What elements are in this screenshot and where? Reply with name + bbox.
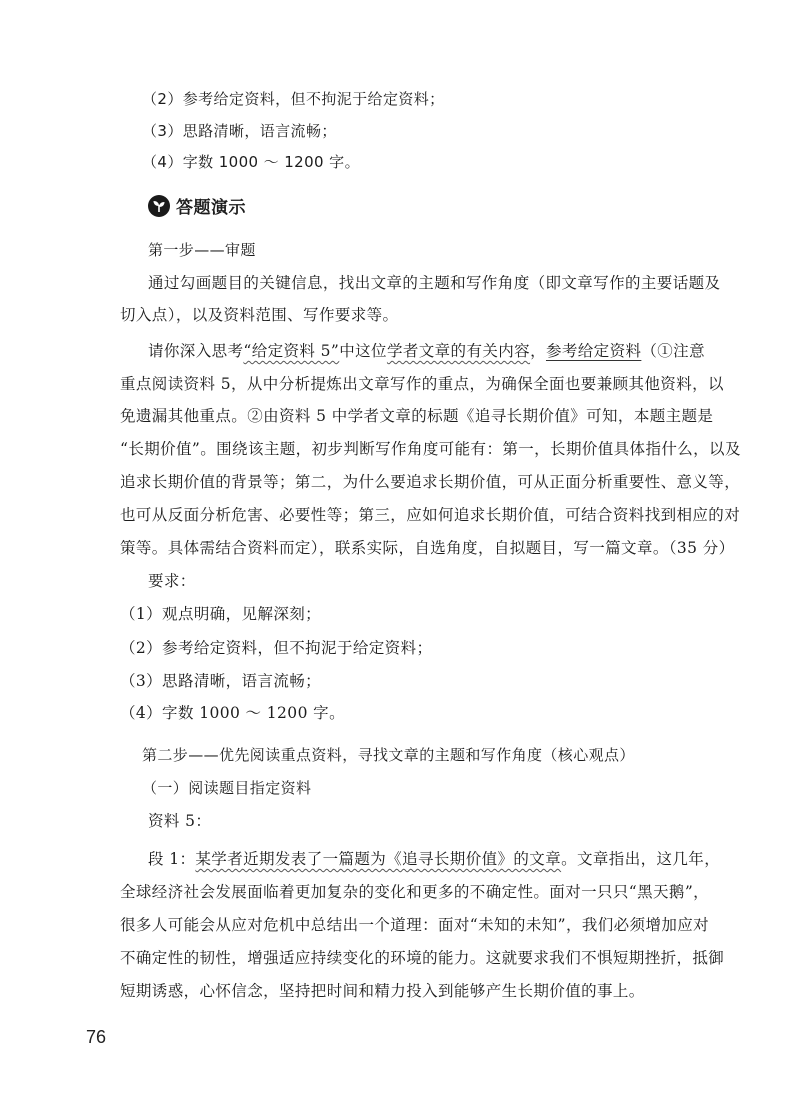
paragraph-line: 策等。具体需结合资料而定），联系实际，自选角度，自拟题目，写一篇文章。（35 分） [120, 539, 735, 557]
material-paragraph-line: 不确定性的韧性，增强适应持续变化的环境的能力。这就要求我们不惧短期挫折，抵御 [120, 949, 725, 967]
top-requirement-4: （4）字数 1000 ～ 1200 字。 [142, 153, 360, 171]
wavy-underlined-text: 某学者近期发表了一篇题为《追寻长期价值》的文章 [195, 850, 562, 868]
step2-title: 第二步——优先阅读重点资料，寻找文章的主题和写作角度（核心观点） [142, 746, 635, 764]
material-paragraph-line: 短期诱惑，心怀信念，坚持把时间和精力投入到能够产生长期价值的事上。 [120, 982, 645, 1000]
text-span: 。文章指出，这几年， [561, 850, 721, 868]
paragraph-line: “长期价值”。围绕该主题，初步判断写作角度可能有：第一，长期价值具体指什么，以及 [120, 440, 741, 458]
paragraph-line: 也可从反面分析危害、必要性等；第三，应如何追求长期价值，可结合资料找到相应的对 [120, 506, 741, 524]
step1-title: 第一步——审题 [148, 241, 256, 259]
material-paragraph-line: 全球经济社会发展面临着更加复杂的变化和更多的不确定性。面对一只只“黑天鹅”， [120, 883, 710, 901]
subsection-title: （一）阅读题目指定资料 [142, 779, 312, 797]
section-heading-text: 答题演示 [176, 198, 246, 218]
top-requirement-3: （3）思路清晰，语言流畅； [142, 122, 337, 140]
underlined-text: 参考给定资料 [545, 342, 642, 360]
sprout-icon [148, 195, 170, 217]
text-span: （①注意 [641, 342, 705, 360]
paragraph-line: 免遗漏其他重点。②由资料 5 中学者文章的标题《追寻长期价值》可知，本题主题是 [120, 407, 714, 425]
material-paragraph-line: 很多人可能会从应对危机中总结出一个道理：面对“未知的未知”，我们必须增加应对 [120, 916, 710, 934]
top-requirement-2: （2）参考给定资料，但不拘泥于给定资料； [142, 90, 445, 108]
section-heading [148, 193, 246, 218]
wavy-underlined-text: “给定资料 5” [243, 342, 340, 360]
paragraph-line: 重点阅读资料 5，从中分析提炼出文章写作的重点，为确保全面也要兼顾其他资料，以 [120, 375, 724, 393]
requirement-item: （1）观点明确，见解深刻； [120, 605, 322, 623]
text-span: 请你深入思考 [148, 342, 244, 360]
wavy-underlined-text: 学者文章的有关内容 [386, 342, 531, 360]
requirement-item: （4）字数 1000 ～ 1200 字。 [120, 704, 345, 722]
requirement-item: （3）思路清晰，语言流畅； [120, 672, 322, 690]
text-span: 中这位 [339, 342, 387, 360]
material-paragraph-line [148, 849, 720, 869]
text-span: 段 1： [148, 850, 196, 868]
paragraph-line-underlined [148, 341, 705, 361]
requirement-item: （2）参考给定资料，但不拘泥于给定资料； [120, 639, 433, 657]
material-label: 资料 5： [148, 812, 212, 830]
paragraph-line: 通过勾画题目的关键信息，找出文章的主题和写作角度（即文章写作的主要话题及 [148, 274, 721, 292]
paragraph-line: 追求长期价值的背景等；第二，为什么要追求长期价值，可从正面分析重要性、意义等， [120, 473, 741, 491]
requirements-title: 要求： [148, 572, 196, 590]
page-number: 76 [86, 1027, 107, 1047]
paragraph-line: 切入点），以及资料范围、写作要求等。 [120, 306, 399, 324]
text-span: ， [530, 342, 546, 360]
